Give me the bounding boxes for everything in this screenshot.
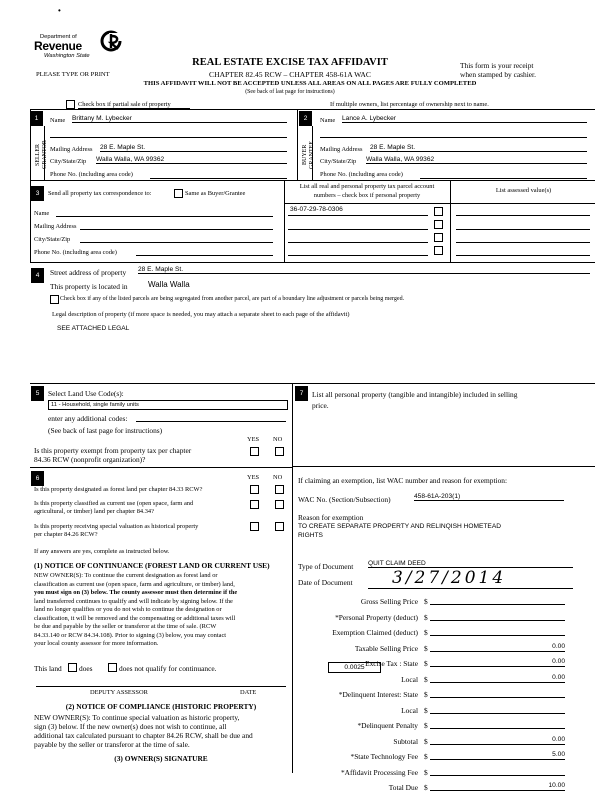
s6-yes-header: YES [247, 474, 260, 481]
street-address-label: Street address of property [50, 268, 127, 277]
personal-property-checkbox-2[interactable] [434, 220, 443, 229]
please-type: PLEASE TYPE OR PRINT [36, 71, 110, 78]
buyer-city-label: City/State/Zip [320, 158, 357, 165]
wac-label: WAC No. (Section/Subsection) [298, 495, 391, 504]
calc-row-label: *Delinquent Interest: State [338, 690, 418, 699]
wac-number[interactable]: 458-61A-203(1) [414, 493, 564, 501]
seller-phone-label: Phone No. (including area code) [50, 171, 133, 178]
assessed-value-header: List assessed value(s) [495, 187, 552, 194]
section-6-badge: 6 [31, 471, 44, 486]
agency-name: Revenue [34, 39, 82, 53]
section-2-badge: 2 [299, 111, 312, 126]
exemption-reason-2[interactable]: RIGHTS [298, 532, 323, 539]
section-4-badge: 4 [31, 268, 44, 283]
calc-row-value[interactable]: 10.00 [430, 782, 565, 791]
notice-continuance-line: be due and payable by the seller or transferor at the time of sale. (RCW [34, 623, 217, 630]
notice-continuance-line: NEW OWNER(S): To continue the current designation as forest land or [34, 572, 218, 579]
notice-continuance-line: 84.33.140 or RCW 84.34.108). Prior to signing (3) below, you may contact [34, 631, 227, 639]
current-use-yes-checkbox[interactable] [250, 500, 259, 509]
notice-compliance-line: payable by the seller or transferor at the time of sale. [34, 740, 190, 749]
current-use-no-checkbox[interactable] [275, 500, 284, 509]
send-correspondence-label: Send all property tax correspondence to: [48, 190, 152, 197]
calc-row-value[interactable] [430, 689, 565, 698]
buyer-name-label: Name [320, 117, 336, 124]
legal-description[interactable]: SEE ATTACHED LEGAL [57, 325, 130, 332]
calc-row-value[interactable] [430, 720, 565, 729]
personal-property-checkbox-4[interactable] [434, 246, 443, 255]
receipt-note-1: This form is your receipt [460, 61, 534, 70]
street-address[interactable]: 28 E. Maple St. [138, 266, 590, 274]
seller-city-label: City/State/Zip [50, 158, 87, 165]
calc-row-value[interactable]: 0.00 [430, 643, 565, 652]
exemption-reason-1[interactable]: TO CREATE SEPARATE PROPERTY AND RELINQISH HOMETEAD [298, 523, 501, 530]
seller-grantor-label: SELLER GRANTOR [35, 140, 48, 170]
owner-signature-title: (3) OWNER(S) SIGNATURE [114, 754, 208, 763]
forest-no-checkbox[interactable] [275, 485, 284, 494]
currency-symbol: $ [424, 659, 428, 668]
dor-logo-icon [100, 30, 122, 52]
land-use-select[interactable]: 11 - Household, single family units [48, 400, 288, 410]
s5-question-1a: Is this property exempt from property tax per chapter [34, 446, 192, 455]
does-not-label: does not qualify for continuance. [119, 664, 217, 673]
additional-codes-label: enter any additional codes: [48, 414, 128, 423]
date-label: DATE [240, 689, 257, 696]
parcel-number-1[interactable]: 36-07-29-78-0306 [290, 206, 343, 213]
current-use-question-b: agricultural, or timber) land per chapter 84.34? [34, 508, 154, 515]
seller-name-label: Name [50, 117, 66, 124]
does-qualify-checkbox[interactable] [68, 663, 77, 672]
buyer-city[interactable]: Walla Walla, WA 99362 [366, 156, 587, 164]
agency-line1: Department of [40, 34, 77, 40]
currency-symbol: $ [424, 690, 428, 699]
partial-sale-label: Check box if partial sale of property [78, 101, 171, 108]
local-rate-box[interactable]: 0.0025 [328, 662, 381, 673]
personal-property-instruction-1: List all personal property (tangible and intangible) included in selling [312, 390, 518, 399]
buyer-name[interactable]: Lance A. Lybecker [342, 115, 587, 123]
calc-row-value[interactable]: 0.00 [430, 736, 565, 745]
located-in-label: This property is located in [50, 282, 128, 291]
correspondence-name-label: Name [34, 210, 50, 217]
notice-continuance-line: your local county assessor for more information. [34, 640, 159, 647]
if-yes-instruction: If any answers are yes, complete as instructed below. [34, 548, 170, 555]
calc-row-value[interactable] [430, 627, 565, 636]
currency-symbol: $ [424, 675, 428, 684]
forest-land-question: Is this property designated as forest land per chapter 84.33 RCW? [34, 486, 203, 493]
historic-question-a: Is this property receiving special valuation as historical property [34, 523, 199, 530]
calc-row-value[interactable] [430, 767, 565, 776]
see-back-note: (See back of last page for instructions) [48, 426, 163, 435]
section-3-badge: 3 [31, 186, 44, 201]
notice-compliance-title: (2) NOTICE OF COMPLIANCE (HISTORIC PROPERTY) [65, 702, 257, 711]
exemption-instruction: If claiming an exemption, list WAC number and reason for exemption: [298, 476, 508, 485]
calc-row-value[interactable]: 0.00 [430, 658, 565, 667]
segregated-checkbox[interactable] [50, 295, 59, 304]
correspondence-city-label: City/State/Zip [34, 236, 71, 243]
buyer-address-label: Mailing Address [320, 146, 363, 153]
land-use-title: Select Land Use Code(s): [48, 389, 124, 398]
seller-name[interactable]: Brittany M. Lybecker [72, 115, 287, 123]
calc-row-value[interactable] [430, 596, 565, 605]
current-use-question-a: Is this property classified as current use (open space, farm and [34, 500, 194, 507]
receipt-note-2: when stamped by cashier. [460, 70, 536, 79]
currency-symbol: $ [424, 597, 428, 606]
section-7-badge: 7 [295, 386, 308, 401]
document-date-handwritten[interactable]: 3/27/2014 [392, 568, 507, 588]
s5-question-1b: 84.36 RCW (nonprofit organization)? [34, 455, 146, 464]
buyer-address[interactable]: 28 E. Maple St. [370, 144, 587, 152]
deputy-assessor-label: DEPUTY ASSESSOR [90, 689, 148, 696]
section-1-badge: 1 [30, 111, 43, 126]
calc-row-label: *Affidavit Processing Fee [340, 768, 418, 777]
calc-row-label: *Personal Property (deduct) [335, 613, 418, 622]
nonprofit-yes-checkbox[interactable] [250, 447, 259, 456]
s5-no-header: NO [273, 436, 283, 443]
seller-address-label: Mailing Address [50, 146, 93, 153]
calc-row-label: Subtotal [393, 737, 418, 746]
buyer-grantee-label: BUYER GRANTEE [302, 141, 315, 169]
calc-row-value[interactable] [430, 612, 565, 621]
multiple-owners-note: If multiple owners, list percentage of ownership next to name. [330, 101, 489, 108]
notice-compliance-line: sign (3) below. If the new owner(s) does not wish to continue, all [34, 722, 227, 731]
calc-row-value[interactable]: 0.00 [430, 674, 565, 683]
parcel-header-2: numbers – check box if personal property [313, 192, 421, 199]
currency-symbol: $ [424, 721, 428, 730]
calc-row-label: Local [401, 706, 418, 715]
calc-row-label: *State Technology Fee [350, 752, 418, 761]
this-land-label: This land [34, 664, 62, 673]
notice-continuance-line: land no longer qualifies or you do not wish to continue the designation or [34, 606, 222, 613]
notice-continuance-line: classification as current use (open space, farm and agriculture, or timber) land, [34, 580, 235, 588]
currency-symbol: $ [424, 752, 428, 761]
currency-symbol: $ [424, 644, 428, 653]
document-date-label: Date of Document [298, 578, 353, 587]
currency-symbol: $ [424, 737, 428, 746]
calc-row-label: Gross Selling Price [360, 597, 418, 606]
exemption-reason-label: Reason for exemption [298, 513, 364, 522]
s5-yes-header: YES [247, 436, 260, 443]
form-chapter: CHAPTER 82.45 RCW – CHAPTER 458-61A WAC [209, 70, 371, 79]
calc-row-label: *Delinquent Penalty [357, 721, 418, 730]
form-warning: THIS AFFIDAVIT WILL NOT BE ACCEPTED UNLESS ALL AREAS ON ALL PAGES ARE FULLY COMPLETED [143, 80, 477, 87]
section-5-badge: 5 [31, 386, 44, 401]
correspondence-address-label: Mailing Address [34, 223, 77, 230]
notice-continuance-line: classification, it will be removed and the compensating or additional taxes will [34, 614, 236, 622]
historic-yes-checkbox[interactable] [250, 522, 259, 531]
back-note: (See back of last page for instructions) [245, 89, 335, 95]
calc-row-label: Excise Tax : State [365, 659, 418, 668]
correspondence-phone-label: Phone No. (including area code) [34, 249, 117, 256]
personal-property-instruction-2: price. [312, 401, 329, 410]
same-as-buyer-label: Same as Buyer/Grantee [185, 190, 246, 197]
buyer-phone-label: Phone No. (including area code) [320, 171, 403, 178]
agency-state: Washington State [44, 53, 90, 59]
same-as-buyer-checkbox[interactable] [174, 189, 183, 198]
forest-yes-checkbox[interactable] [250, 485, 259, 494]
notice-continuance-line: land transferred continues to qualify and will indicate by signing below. If the [34, 597, 233, 605]
currency-symbol: $ [424, 783, 428, 792]
currency-symbol: $ [424, 706, 428, 715]
form-title: REAL ESTATE EXCISE TAX AFFIDAVIT [192, 57, 388, 68]
calc-row-value[interactable] [430, 705, 565, 714]
notice-compliance-line: additional tax calculated pursuant to chapter 84.26 RCW, shall be due and [34, 731, 253, 740]
personal-property-checkbox-1[interactable] [434, 207, 443, 216]
notice-continuance-line: you must sign on (3) below. The county assessor must then determine if the [34, 589, 238, 596]
partial-sale-checkbox[interactable] [66, 100, 75, 109]
historic-question-b: per chapter 84.26 RCW? [34, 531, 98, 538]
document-type[interactable]: QUIT CLAIM DEED [368, 560, 573, 568]
calc-row-label: Exemption Claimed (deduct) [332, 628, 418, 637]
does-not-qualify-checkbox[interactable] [108, 663, 117, 672]
currency-symbol: $ [424, 613, 428, 622]
located-in-value[interactable]: Walla Walla [148, 280, 190, 289]
personal-property-checkbox-3[interactable] [434, 233, 443, 242]
calc-row-label: Local [401, 675, 418, 684]
document-type-label: Type of Document [298, 562, 354, 571]
currency-symbol: $ [424, 768, 428, 777]
seller-city[interactable]: Walla Walla, WA 99362 [96, 156, 287, 164]
calc-row-value[interactable]: 5.00 [430, 751, 565, 760]
notice-compliance-line: NEW OWNER(S): To continue special valuation as historic property, [34, 713, 240, 722]
calc-row-label: Total Due [388, 783, 418, 792]
currency-symbol: $ [424, 628, 428, 637]
notice-continuance-title: (1) NOTICE OF CONTINUANCE (FOREST LAND OR CURRENT USE) [34, 561, 270, 570]
does-label: does [79, 664, 93, 673]
seller-address[interactable]: 28 E. Maple St. [100, 144, 287, 152]
nonprofit-no-checkbox[interactable] [275, 447, 284, 456]
segregated-label: Check box if any of the listed parcels are being segregated from another parcel, are part of a boundary line adjustment or parcels being merged. [60, 296, 405, 302]
historic-no-checkbox[interactable] [275, 522, 284, 531]
parcel-header-1: List all real and personal property tax parcel account [299, 183, 435, 190]
s6-no-header: NO [273, 474, 283, 481]
legal-description-label: Legal description of property (if more space is needed, you may attach a separate sheet to each page of the affidavit) [52, 311, 350, 318]
margin-mark: • [58, 6, 61, 15]
calc-row-label: Taxable Selling Price [354, 644, 418, 653]
